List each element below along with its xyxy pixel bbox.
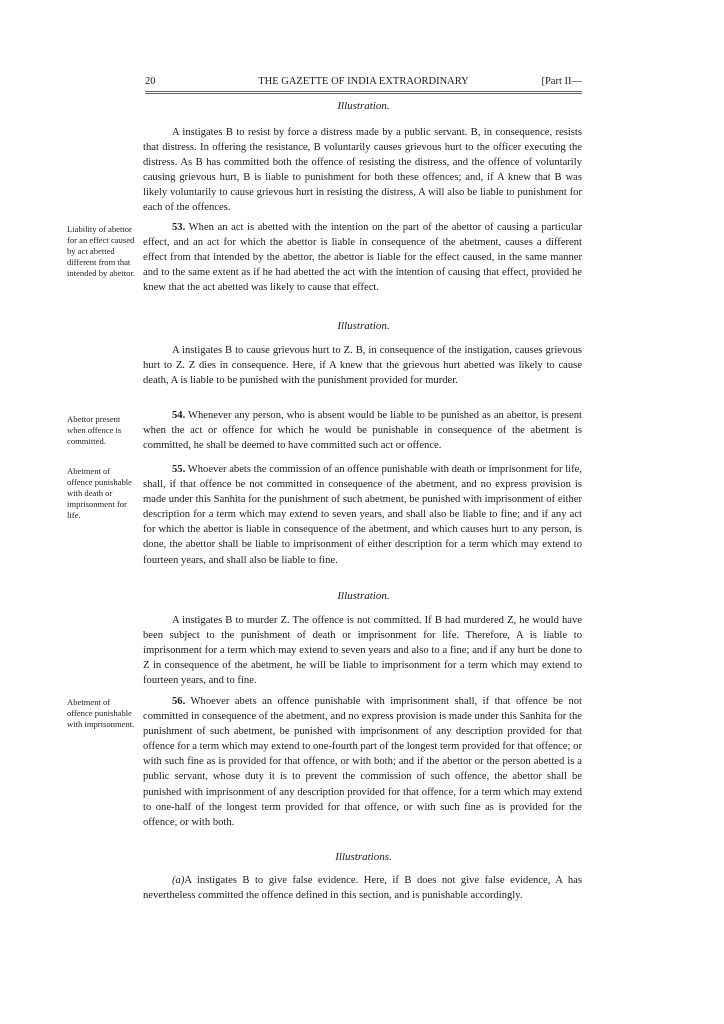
illustration-heading: Illustration. xyxy=(337,590,390,602)
section-text: Whoever abets an offence punishable with imprisonment shall, if that offence be not committed in consequence of the abetment, and no express provision is made under this Sanhita for the punishment of such abetment, be punished with imprisonment of any description provided for that offence for a term which may extend to one-fourth part of the longest term provided for that offence; or with such fine as is provided for that offence, or with both; and if the abettor or the person abetted is a public servant, whose duty it is to prevent the commission of such offence, the abettor shall be punished with imprisonment of any description provided for that offence, for a term which may extend to one-half of the longest term provided for that offence, or with such fine as is provided for the offence, or with both. xyxy=(143,696,582,828)
section-text: Whoever abets the commission of an offence punishable with death or imprisonment for life, shall, if that offence be not committed in consequence of the abetment, and no express provision is made under this Sanhita for the punishment of such abetment, be punished with imprisonment of either description for a term which may extend to seven years, and shall also be liable to fine; and if any act for which the abettor is liable in consequence of the abetment, and which causes hurt to any person, is done, the abettor shall be liable to imprisonment of either description for a term which may extend to fourteen years, and shall also be liable to fine. xyxy=(143,464,582,566)
illustration-text: A instigates B to murder Z. The offence is not committed. If B had murdered Z, he would have been subject to the punishment of death or imprisonment for life. Therefore, A is liable to imprisonment for a term which may extend to seven years and also to a fine; and if any hurt be done to Z in consequence of the abetment, he will be liable to imprisonment for a term which may extend to fourteen years, and to fine. xyxy=(143,615,582,687)
section-text: Whenever any person, who is absent would be liable to be punished as an abettor, is present when the act or offence for which he would be punishable in consequence of the abetment is committed, he shall be deemed to have committed such act or offence. xyxy=(143,410,582,452)
illustration-text xyxy=(143,873,582,903)
section-55 xyxy=(143,462,582,568)
header-rule xyxy=(145,91,582,94)
section-number: 54. xyxy=(172,410,186,421)
illustration-text: A instigates B to cause grievous hurt to Z. B, in consequence of the instigation, causes grievous hurt to Z. Z dies in consequence. Here, if A knew that the grievous hurt abetted was likely to cause death, A is liable to be punished with the punishment provided for murder. xyxy=(143,345,582,387)
part-label: [Part II— xyxy=(541,76,582,87)
section-number: 55. xyxy=(172,464,186,475)
marginal-note-54: Abettor present when offence is committed. xyxy=(67,414,122,446)
section-54 xyxy=(143,408,582,453)
page-header xyxy=(145,74,582,90)
illustration-heading: Illustration. xyxy=(337,320,390,332)
marginal-note-55: Abetment of offence punishable with death or imprisonment for life. xyxy=(67,466,132,520)
page-number: 20 xyxy=(145,76,156,87)
illustration-heading: Illustrations. xyxy=(335,851,392,863)
clause-text: A instigates B to give false evidence. Here, if B does not give false evidence, A has nevertheless committed the offence defined in this section, and is punishable accordingly. xyxy=(143,875,582,902)
section-56 xyxy=(143,694,582,830)
gazette-title: THE GAZETTE OF INDIA EXTRAORDINARY xyxy=(258,76,469,87)
section-number: 53. xyxy=(172,222,186,233)
illustration-heading: Illustration. xyxy=(337,100,390,112)
section-text: When an act is abetted with the intention on the part of the abettor of causing a particular effect, and an act for which the abettor is liable in consequence of the abetment, causes a different effect from that intended by the abettor, the abettor is liable for the effect caused, in the same manner and to the same extent as if he had abetted the act with the intention of causing that effect, provided he knew that the act abetted was likely to cause that effect. xyxy=(143,222,582,294)
marginal-note-56: Abetment of offence punishable with imprisonment. xyxy=(67,697,135,729)
marginal-note-53: Liability of abettor for an effect caused by act abetted different from that intended by abettor. xyxy=(67,224,136,278)
illustration-text: A instigates B to resist by force a distress made by a public servant. B, in consequence, resists that distress. In offering the resistance, B voluntarily causes grievous hurt to the officer executing the distress. As B has committed both the offence of resisting the distress, and the offence of voluntarily causing grievous hurt, B is liable to punishment for both these offences; and, if A knew that B was likely voluntarily to cause grievous hurt in resisting the distress, A will also be liable to punishment for each of the offences. xyxy=(143,127,582,214)
section-number: 56. xyxy=(172,696,186,707)
section-53 xyxy=(143,220,582,295)
clause-label: (a) xyxy=(172,875,185,886)
